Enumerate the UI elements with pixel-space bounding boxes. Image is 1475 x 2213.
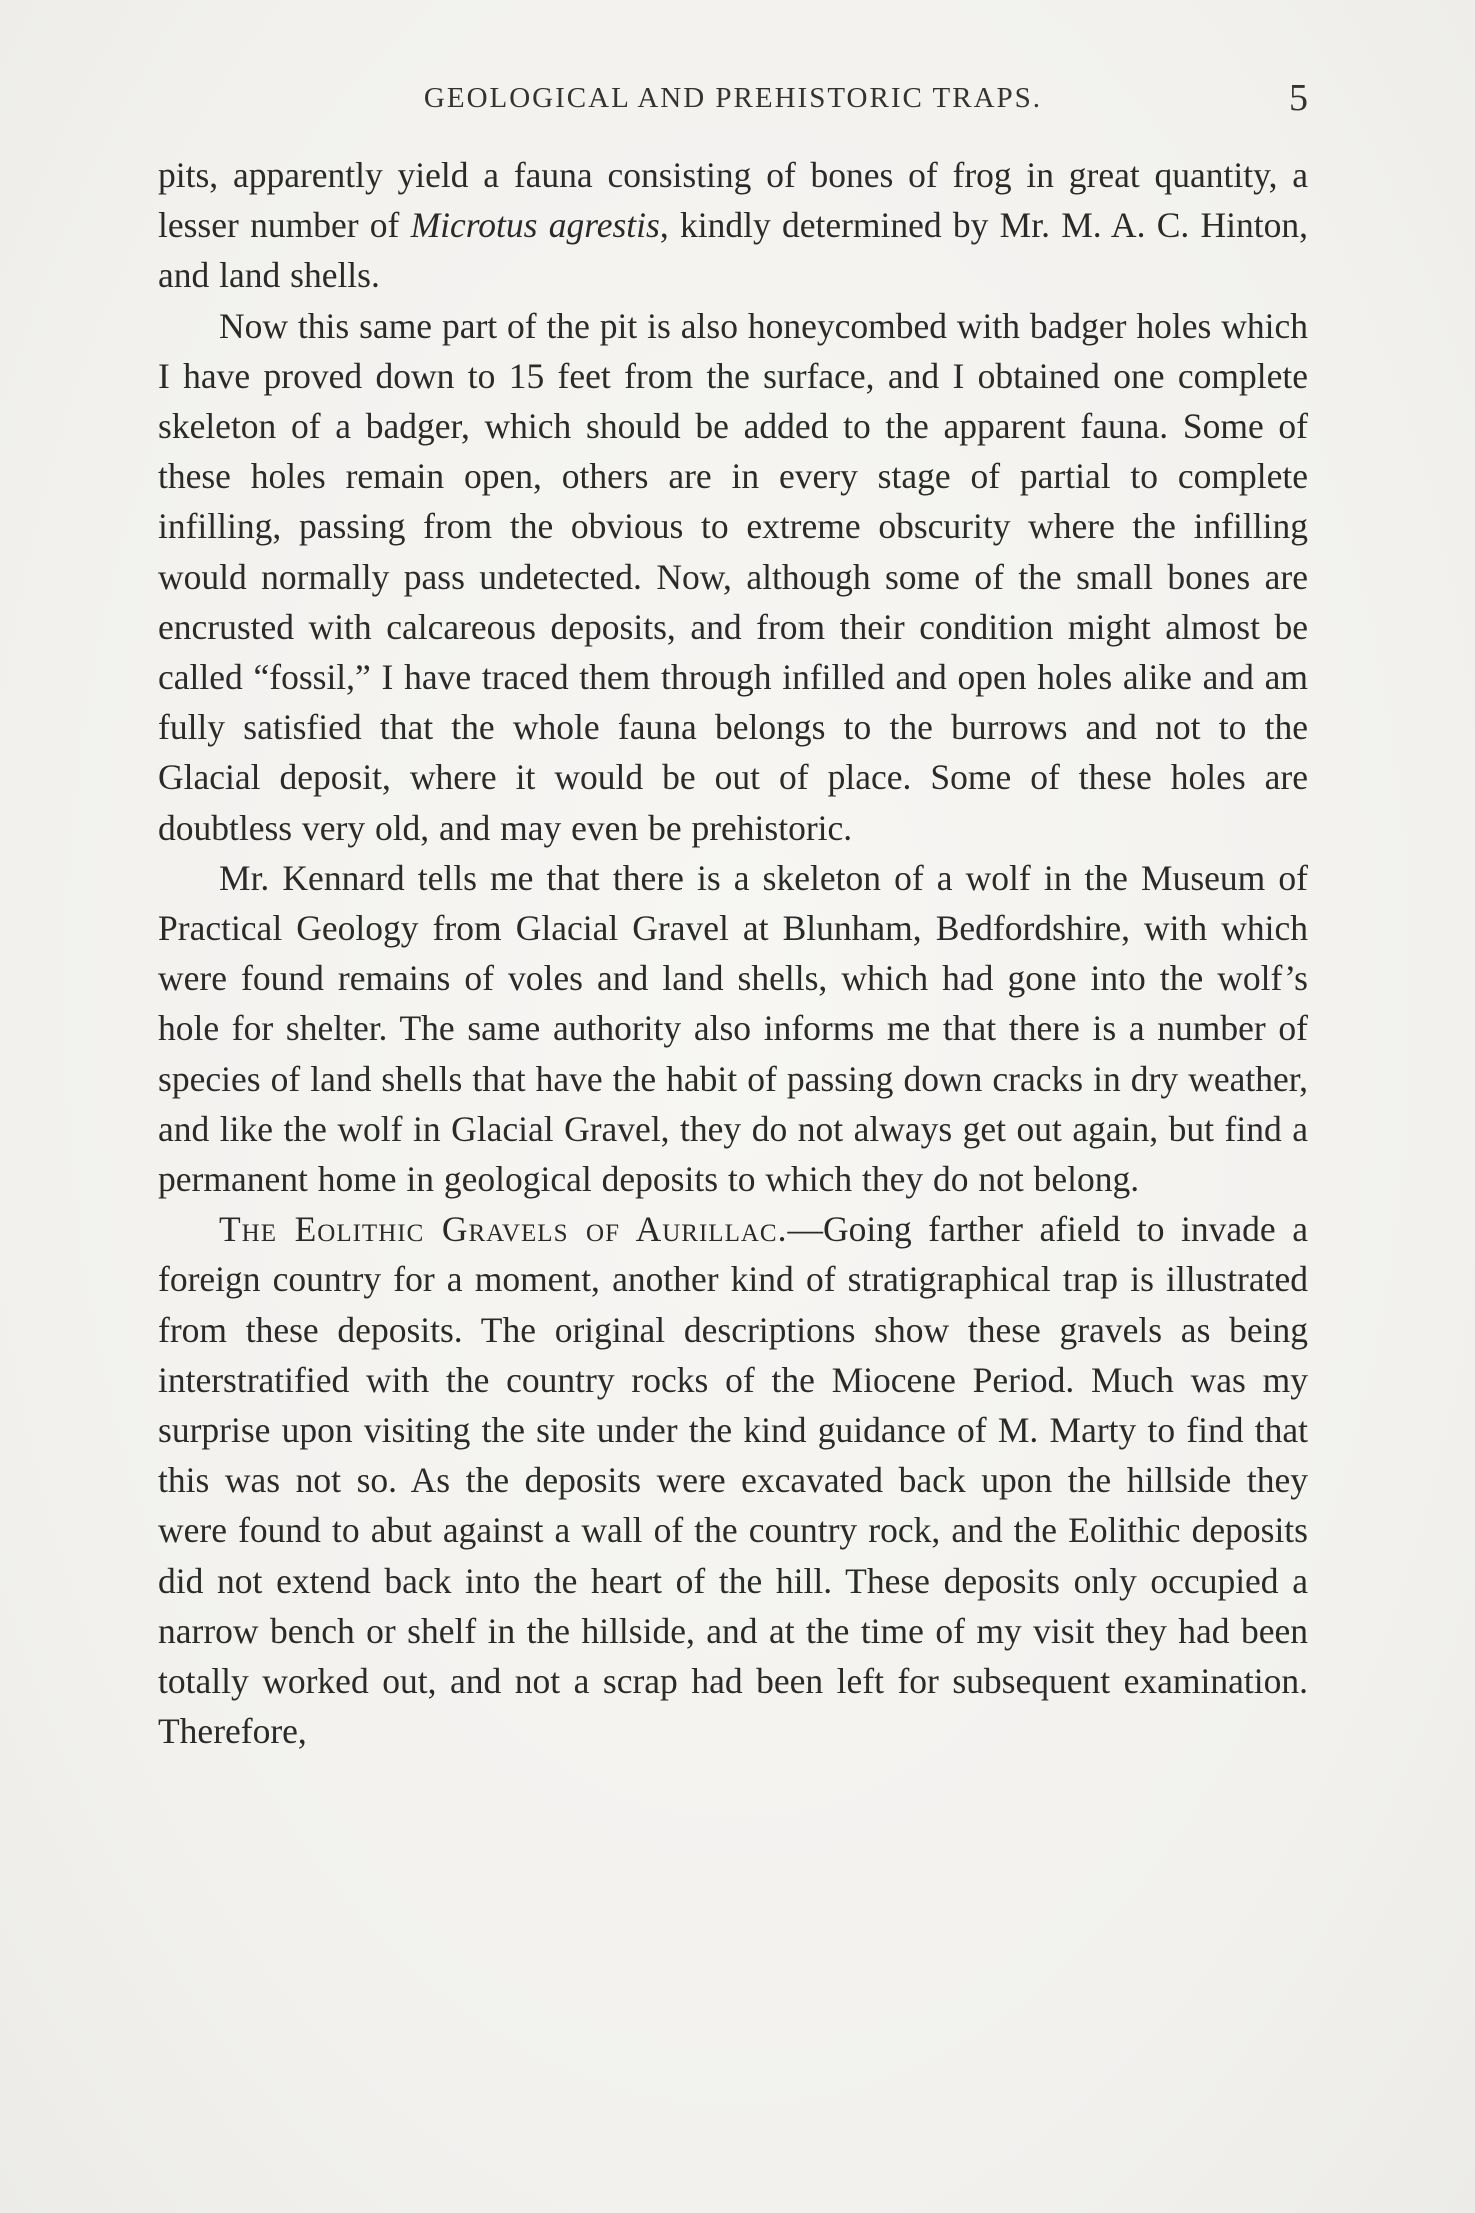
running-head [158,76,1308,126]
body-text [158,150,1308,1757]
paragraph-wolf-skeleton: Mr. Kennard tells me that there is a skeleton of a wolf in the Museum of Practical Geology from Glacial Gravel at Blunham, Bedfordshire, with which were found remains of voles and land shells, which had gone into the wolf’s hole for shelter. The same authority also informs me that there is a number of species of land shells that have the habit of passing down cracks in dry weather, and like the wolf in Glacial Gravel, they do not always get out again, but find a permanent home in geological deposits to which they do not belong. [158,857,1308,1200]
species-name: Microtus agrestis [410,205,660,246]
paragraph-text: pits, apparently yield a fauna consisting of bones of frog in great quantity, a lesser number of [158,155,1308,246]
running-title: GEOLOGICAL AND PREHISTORIC TRAPS. [423,82,1043,114]
paragraph-continued [158,150,1308,301]
paragraph-text: , kindly determined by Mr. M. A. C. Hinton, and land shells. [158,205,1308,296]
paragraph-badger-holes: Now this same part of the pit is also honeycombed with badger holes which I have proved down to 15 feet from the surface, and I obtained one complete skeleton of a badger, which should be added to the apparent fauna. Some of these holes remain open, others are in every stage of partial to complete infilling, passing from the obvious to extreme obscurity where the infilling would normally pass undetected. Now, although some of the small bones are encrusted with calcareous deposits, and from their condition might almost be called “fossil,” I have traced them through infilled and open holes alike and am fully satisfied that the whole fauna belongs to the burrows and not to the Glacial deposit, where it would be out of place. Some of these holes are doubtless very old, and may even be prehistoric. [158,305,1308,848]
paragraph-aurillac [158,1204,1308,1756]
page-number: 5 [1289,77,1308,119]
paragraph-text: —Going farther afield to invade a foreign country for a moment, another kind of stratigraphical trap is illustrated from these deposits. The original descriptions show these gravels as being interstratified with the country rocks of the Miocene Period. Much was my surprise upon visiting the site under the kind guidance of M. Marty to find that this was not so. As the deposits were excavated back upon the hillside they were found to abut against a wall of the country rock, and the Eolithic deposits did not extend back into the heart of the hill. These deposits only occupied a narrow bench or shelf in the hillside, and at the time of my visit they had been totally worked out, and not a scrap had been left for subsequent examination. Therefore, [158,1209,1308,1752]
section-heading: The Eolithic Gravels of Aurillac. [219,1209,788,1250]
